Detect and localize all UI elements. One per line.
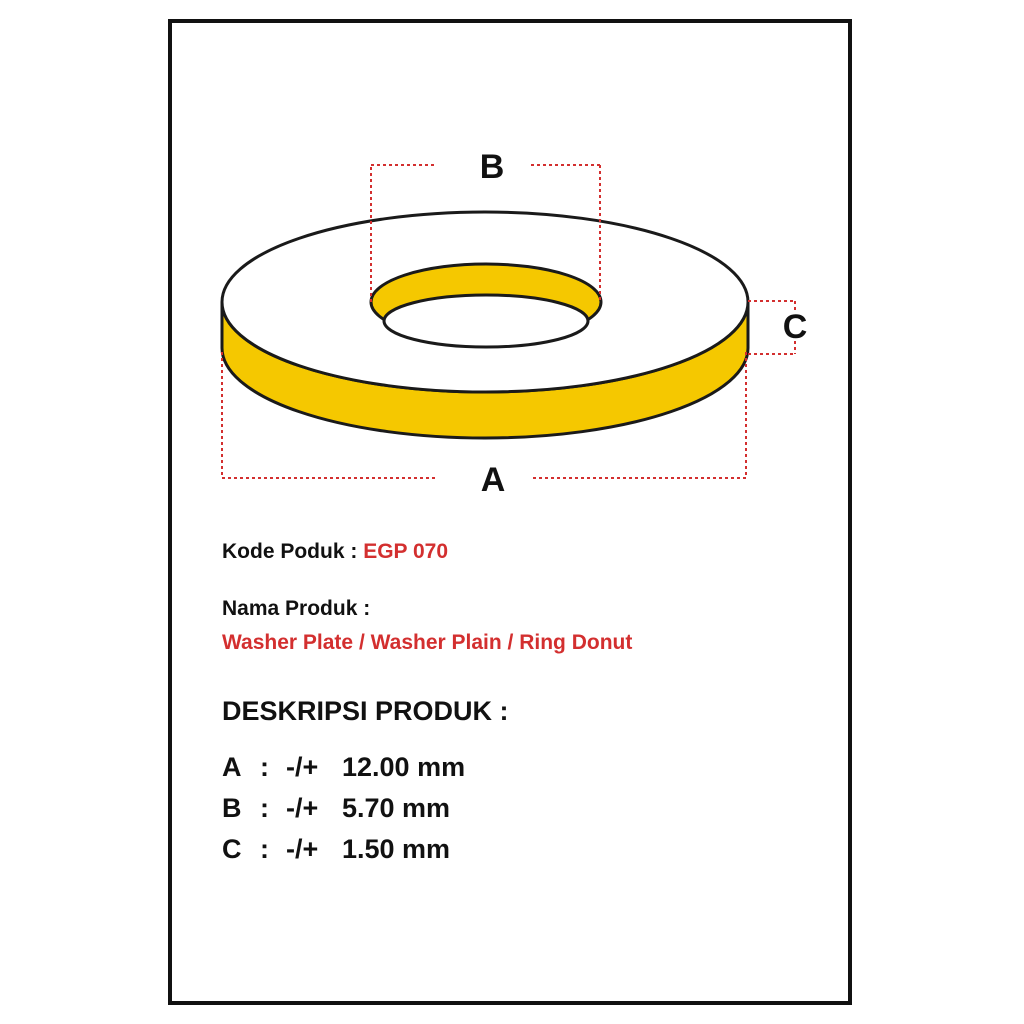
spec-row-c (222, 834, 450, 865)
product-code-label: Kode Poduk : (222, 540, 358, 563)
product-name-label: Nama Produk : (222, 597, 371, 620)
spec-letter: B (222, 793, 242, 823)
spec-row-a (222, 752, 465, 783)
spec-colon: : (260, 793, 269, 823)
washer-hole (384, 295, 588, 347)
spec-value: 12.00 mm (342, 752, 466, 782)
product-code-value: EGP 070 (363, 540, 449, 563)
spec-value: 1.50 mm (342, 834, 451, 864)
dimension-a-label: A (480, 461, 506, 499)
spec-tolerance: -/+ (286, 834, 319, 864)
product-name-value: Washer Plate / Washer Plain / Ring Donut (222, 631, 633, 654)
dimension-c-label: C (782, 308, 808, 346)
spec-tolerance: -/+ (286, 793, 319, 823)
spec-letter: A (222, 752, 242, 782)
product-code-row (222, 540, 448, 564)
spec-letter: C (222, 834, 242, 864)
spec-colon: : (260, 834, 269, 864)
spec-tolerance: -/+ (286, 752, 319, 782)
dimension-b-label: B (479, 148, 505, 186)
spec-colon: : (260, 752, 269, 782)
spec-value: 5.70 mm (342, 793, 451, 823)
description-title: DESKRIPSI PRODUK : (222, 696, 509, 726)
spec-row-b (222, 793, 450, 824)
